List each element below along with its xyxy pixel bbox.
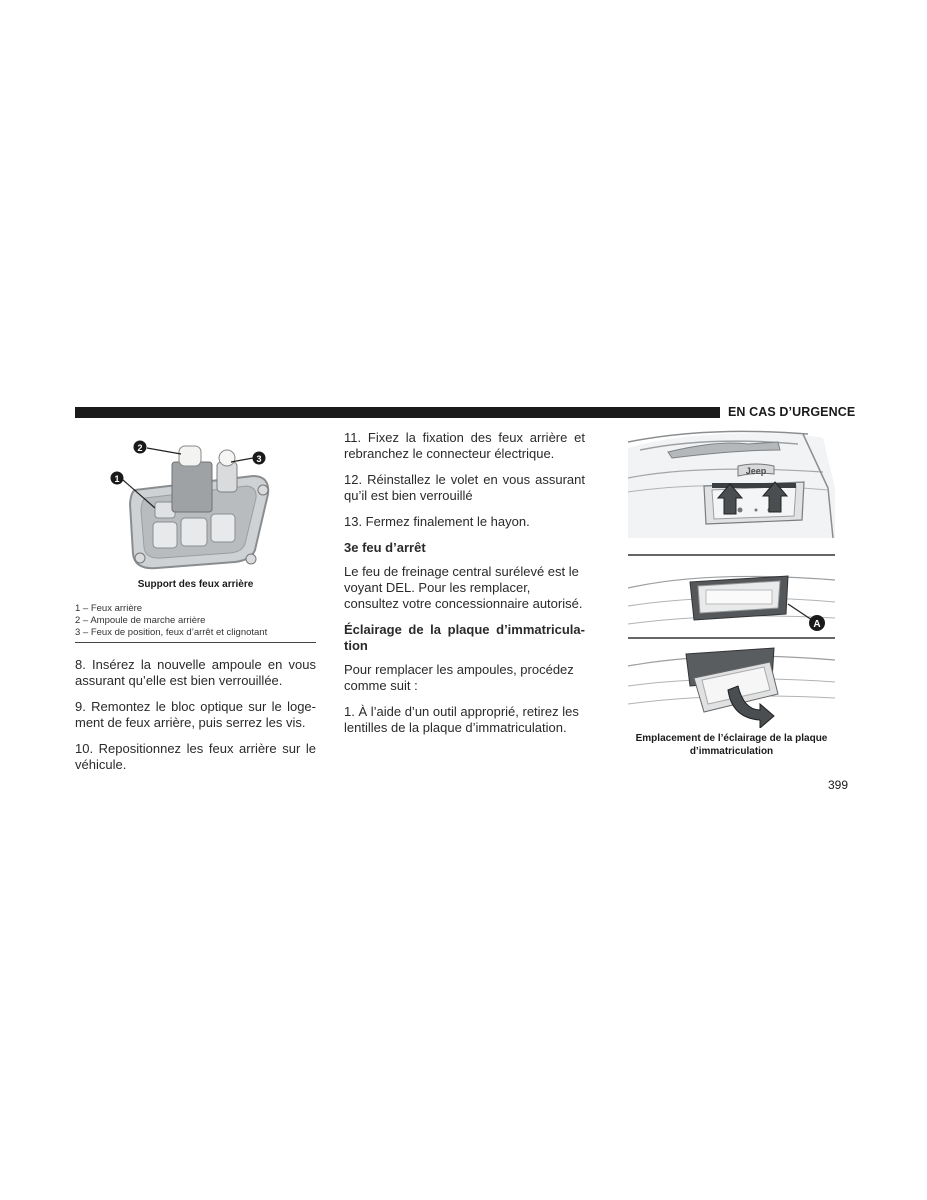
jeep-badge: Jeep [745, 466, 767, 476]
step-9: 9. Remontez le bloc optique sur le logement de feux arrière, puis serrez les vis. [75, 699, 316, 730]
page-number: 399 [828, 778, 849, 792]
callout-2: 2 [137, 443, 143, 453]
step-13: 13. Fermez finalement le hayon. [344, 514, 530, 529]
header-bar [75, 407, 720, 418]
step-10: 10. Repositionnez les feux arrière sur le véhicule. [75, 741, 316, 772]
callout-1: 1 [114, 474, 120, 484]
legend-divider [75, 642, 316, 643]
plate-step-1: 1. À l’aide d’un outil approprié, retirez les lentilles de la plaque d’immatriculation. [344, 704, 579, 735]
figure-caption-right: Emplacement de l’éclairage de la plaque d’immatriculation [635, 733, 828, 757]
legend-item-3: 3 – Feux de position, feux d’arrêt et clignotant [75, 627, 268, 638]
third-stop-light-text: Le feu de freinage central surélevé est le voyant DEL. Pour les remplacer, consultez votre concessionnaire autorisé. [344, 564, 583, 611]
heading-third-stop-light: 3e feu d’arrêt [344, 540, 426, 555]
heading-license-plate-light: Éclairage de la plaque d’immatriculation [344, 622, 585, 653]
callout-3: 3 [256, 454, 262, 464]
section-title: EN CAS D’URGENCE [728, 405, 856, 419]
plate-intro-text: Pour remplacer les ampoules, procédez comme suit : [344, 662, 574, 693]
license-plate-light-figure [628, 428, 835, 728]
figure-caption-left: Support des feux arrière [137, 579, 254, 590]
legend-item-2: 2 – Ampoule de marche arrière [75, 615, 206, 626]
right-column [628, 428, 835, 770]
tail-light-support-figure [75, 432, 316, 572]
step-12: 12. Réinstallez le volet en vous assurant qu’il est bien verrouillé [344, 472, 585, 503]
step-11: 11. Fixez la fixation des feux arrière et rebranchez le connecteur électrique. [344, 430, 585, 461]
legend-item-1: 1 – Feux arrière [75, 603, 143, 614]
figure-legend [75, 603, 316, 639]
middle-column [344, 430, 585, 746]
left-column [75, 432, 316, 783]
step-8: 8. Insérez la nouvelle ampoule en vous assurant qu’elle est bien verrouillée. [75, 657, 316, 688]
callout-a: A [813, 619, 821, 630]
